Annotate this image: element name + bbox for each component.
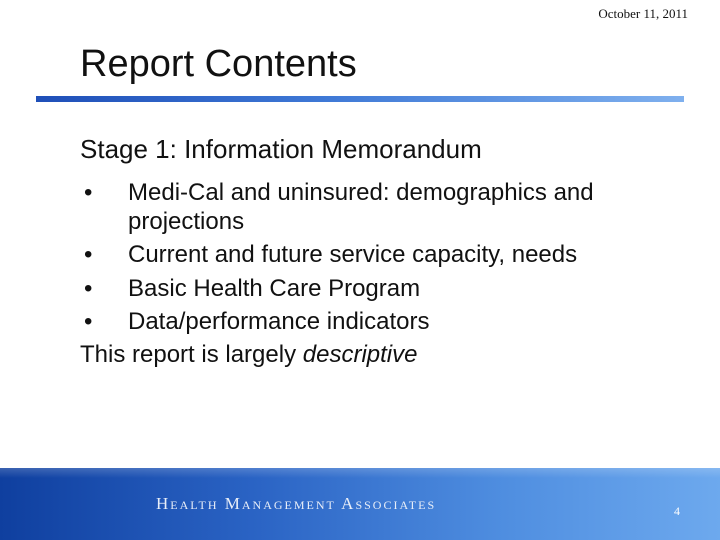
closing-statement bbox=[80, 340, 680, 369]
page-number: 4 bbox=[674, 504, 680, 518]
bullet-item bbox=[80, 178, 680, 237]
bullet-marker: • bbox=[84, 178, 93, 206]
bullet-marker: • bbox=[84, 307, 93, 335]
bullet-item bbox=[80, 274, 680, 303]
bullet-text: Basic Health Care Program bbox=[128, 274, 421, 302]
closing-emphasis: descriptive bbox=[302, 341, 418, 369]
bullet-marker: • bbox=[84, 274, 93, 302]
bullet-item bbox=[80, 307, 680, 336]
company-logo: Health Management Associates bbox=[156, 494, 437, 513]
bullet-marker: • bbox=[84, 241, 93, 269]
slide-body bbox=[80, 134, 680, 369]
bullet-text: Medi-Cal and uninsured: demographics and projections bbox=[128, 178, 594, 235]
title-underline bbox=[36, 96, 684, 102]
stage-heading: Stage 1: Information Memorandum bbox=[80, 134, 482, 164]
closing-prefix: This report is largely bbox=[80, 341, 303, 369]
bullet-list bbox=[80, 178, 680, 336]
bullet-text: Current and future service capacity, needs bbox=[128, 241, 578, 269]
bullet-item bbox=[80, 240, 680, 269]
bullet-text: Data/performance indicators bbox=[128, 307, 430, 335]
footer-banner bbox=[0, 468, 720, 540]
slide-date: October 11, 2011 bbox=[598, 6, 688, 21]
slide-title: Report Contents bbox=[80, 43, 357, 85]
